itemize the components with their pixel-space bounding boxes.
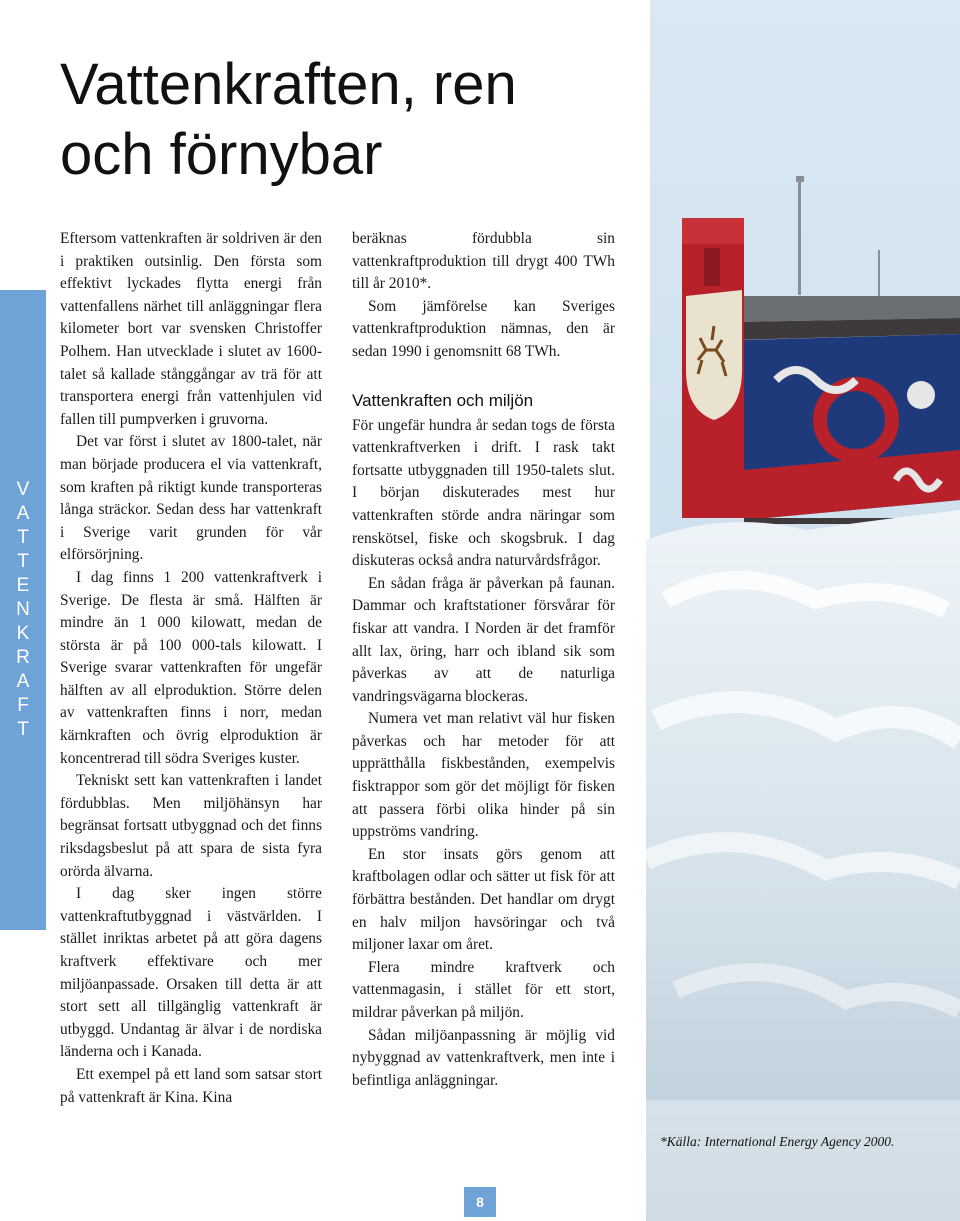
paragraph: Ett exempel på ett land som satsar stort på vattenkraft är Kina. Kina <box>60 1065 322 1106</box>
page-title <box>60 50 660 190</box>
source-footnote: *Källa: International Energy Agency 2000. <box>660 1134 895 1149</box>
paragraph: beräknas fördubbla sin vattenkraftproduktion till drygt 400 TWh till år 2010*. <box>352 230 615 293</box>
dam-spillway-photo <box>646 0 960 1221</box>
section-tab-letter: T <box>17 719 29 740</box>
paragraph: En stor insats görs genom att kraftbolagen odlar och sätter ut fisk för att förbättra bestånden. Det handlar om drygt en halv miljon havsöringar och två miljoner laxar om året. <box>352 845 615 954</box>
paragraph: Flera mindre kraftverk och vattenmagasin, i stället för ett stort, mildrar påverkan på miljön. <box>352 958 615 1021</box>
section-tab-letter: K <box>16 623 30 644</box>
section-heading: Vattenkraften och miljön <box>352 390 534 410</box>
section-tab-letter: T <box>17 551 29 572</box>
paragraph: Det var först i slutet av 1800-talet, när man började producera el via vattenkraft, som kraften på riktigt kunde transporteras långa sträckor. Sedan dess har vattenkraft i Sverige varit grunden för vår elförsörjning. <box>60 433 322 564</box>
article-column-left <box>60 228 322 1109</box>
paragraph: I dag sker ingen större vattenkraftutbyggnad i västvärlden. I stället inriktas arbetet på att göra dagens kraftverk effektivare och mer miljöanpassade. Orsaken till detta är att stort sett all tillgänglig vattenkraft är utbyggd. Undantag är älvar i de nordiska länderna och i Kanada. <box>60 885 322 1061</box>
section-tab-letter: A <box>16 671 30 692</box>
article-column-right <box>352 228 615 1092</box>
page-title-line-2: och förnybar <box>60 122 383 187</box>
paragraph: Som jämförelse kan Sveriges vattenkraftproduktion nämnas, den är sedan 1990 i genomsnitt 68 TWh. <box>352 297 615 360</box>
paragraph: I dag finns 1 200 vattenkraftverk i Sverige. De flesta är små. Hälften är mindre än 1 000 kilowatt, medan de största är på 100 000-tals kilowatt. I Sverige svarar vattenkraften för ungefär hälften av all elproduktion. Större delen av vattenkraften finns i norr, medan kärnkraften och övrig elproduktion är koncentrerad till södra Sveriges kuster. <box>60 568 322 767</box>
paragraph: En sådan fråga är påverkan på faunan. Dammar och kraftstationer försvårar för fiskar att vandra. I Norden är det framför allt lax, öring, harr och ibland sik som påverkas av att de naturliga vandringsvägarna blockeras. <box>352 574 615 705</box>
paragraph: Sådan miljöanpassning är möjlig vid nybyggnad av vattenkraftverk, men inte i befintliga anläggningar. <box>352 1026 615 1089</box>
page-number: 8 <box>464 1187 496 1217</box>
section-tab-vattenkraft <box>0 290 46 930</box>
paragraph: För ungefär hundra år sedan togs de första vattenkraftverken i drift. I rask takt fortsatte utbyggnaden till 1950-talets slut. I början diskuterades mest hur vattenkraften störde andra näringar som renskötsel, fiske och skogsbruk. I dag diskuteras också andra naturvårdsfrågor. <box>352 416 615 570</box>
section-tab-letter: V <box>16 479 30 500</box>
paragraph: Eftersom vattenkraften är soldriven är den i praktiken outsinlig. Den första som effektivt lyckades flytta energi från vattenfallens närhet till anläggningar flera kilometer bort var svensken Christoffer Polhem. Han utvecklade i slutet av 1600-talet så kallade stånggångar av trä för att transportera energi från vattenhjulen vid fallen till pumpverken i gruvorna. <box>60 230 322 428</box>
section-tab-letter: T <box>17 527 29 548</box>
section-tab-letter: E <box>16 575 30 596</box>
section-tab-letter: A <box>16 503 30 524</box>
section-tab-letter: N <box>16 599 30 620</box>
paragraph: Tekniskt sett kan vattenkraften i landet fördubblas. Men miljöhänsyn har begränsat fortsatt utbyggnad och det finns riksdagsbeslut på att spara de sista fyra orörda älvarna. <box>60 772 322 880</box>
section-tab-letter: F <box>17 695 29 716</box>
paragraph: Numera vet man relativt väl hur fisken påverkas och har metoder för att upprätthålla fiskbestånden, exempelvis fisktrappor som gör det möjligt för fisken att passera förbi olika hinder på sin uppströms vandring. <box>352 710 615 841</box>
page-title-line-1: Vattenkraften, ren <box>60 52 517 117</box>
section-tab-letter: R <box>16 647 30 668</box>
